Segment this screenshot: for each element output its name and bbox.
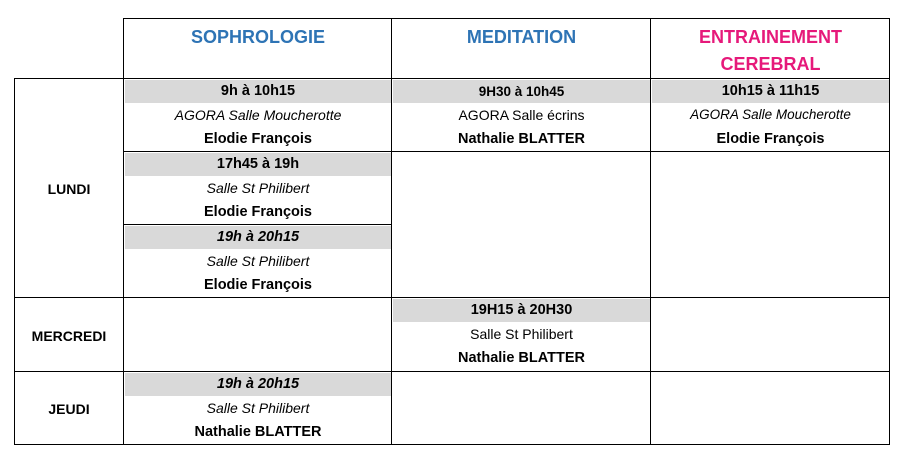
border-bottom <box>14 444 889 445</box>
session-time: 19H15 à 20H30 <box>393 299 650 322</box>
session-mon-soph-2 <box>125 153 391 224</box>
border-right <box>889 18 890 445</box>
session-thu-soph-1 <box>125 373 391 444</box>
session-teacher: Elodie François <box>204 131 312 147</box>
session-teacher: Nathalie BLATTER <box>194 424 322 440</box>
day-monday: LUNDI <box>47 181 91 197</box>
border-col-2 <box>391 18 392 445</box>
session-time: 10h15 à 11h15 <box>652 80 889 103</box>
session-mon-med-1 <box>393 80 650 151</box>
day-thursday: JEUDI <box>48 401 90 417</box>
session-teacher: Nathalie BLATTER <box>457 131 586 147</box>
session-place: AGORA Salle écrins <box>458 107 585 123</box>
session-time: 19h à 20h15 <box>125 373 391 396</box>
border-col-1 <box>123 18 124 445</box>
header-sophrologie: SOPHROLOGIE <box>190 27 325 47</box>
header-meditation: MEDITATION <box>466 27 577 47</box>
session-teacher: Elodie François <box>716 131 825 147</box>
session-time: 9h à 10h15 <box>125 80 391 103</box>
border-wednesday-bottom <box>14 371 889 372</box>
header-entrainement-cerebral <box>652 24 889 78</box>
session-mon-ent-1 <box>652 80 889 151</box>
header-entrainement-line1: ENTRAINEMENT <box>699 27 842 47</box>
session-place: Salle St Philibert <box>206 400 310 416</box>
border-col-3 <box>650 18 651 445</box>
session-place: Salle St Philibert <box>206 180 310 196</box>
session-teacher: Elodie François <box>204 277 312 293</box>
session-time: 9H30 à 10h45 <box>393 80 650 103</box>
session-teacher: Nathalie BLATTER <box>457 350 586 366</box>
day-wednesday: MERCREDI <box>31 328 107 344</box>
session-time: 19h à 20h15 <box>125 226 391 249</box>
session-place: AGORA Salle Moucherotte <box>174 107 342 123</box>
border-header-bottom <box>14 78 889 79</box>
session-time: 17h45 à 19h <box>125 153 391 176</box>
session-place: Salle St Philibert <box>206 253 310 269</box>
border-left <box>14 78 15 445</box>
session-mon-soph-1 <box>125 80 391 151</box>
border-ent-inner-1 <box>650 151 889 152</box>
border-top <box>123 18 889 19</box>
header-entrainement-line2: CEREBRAL <box>720 54 821 74</box>
session-teacher: Elodie François <box>204 204 312 220</box>
border-soph-inner-2 <box>123 224 391 225</box>
session-wed-med-1 <box>393 299 650 370</box>
session-place: Salle St Philibert <box>470 326 573 342</box>
border-soph-inner-1 <box>123 151 391 152</box>
session-place: AGORA Salle Moucherotte <box>690 107 851 122</box>
session-mon-soph-3 <box>125 226 391 297</box>
border-med-inner-1 <box>391 151 650 152</box>
border-monday-bottom <box>14 297 889 298</box>
